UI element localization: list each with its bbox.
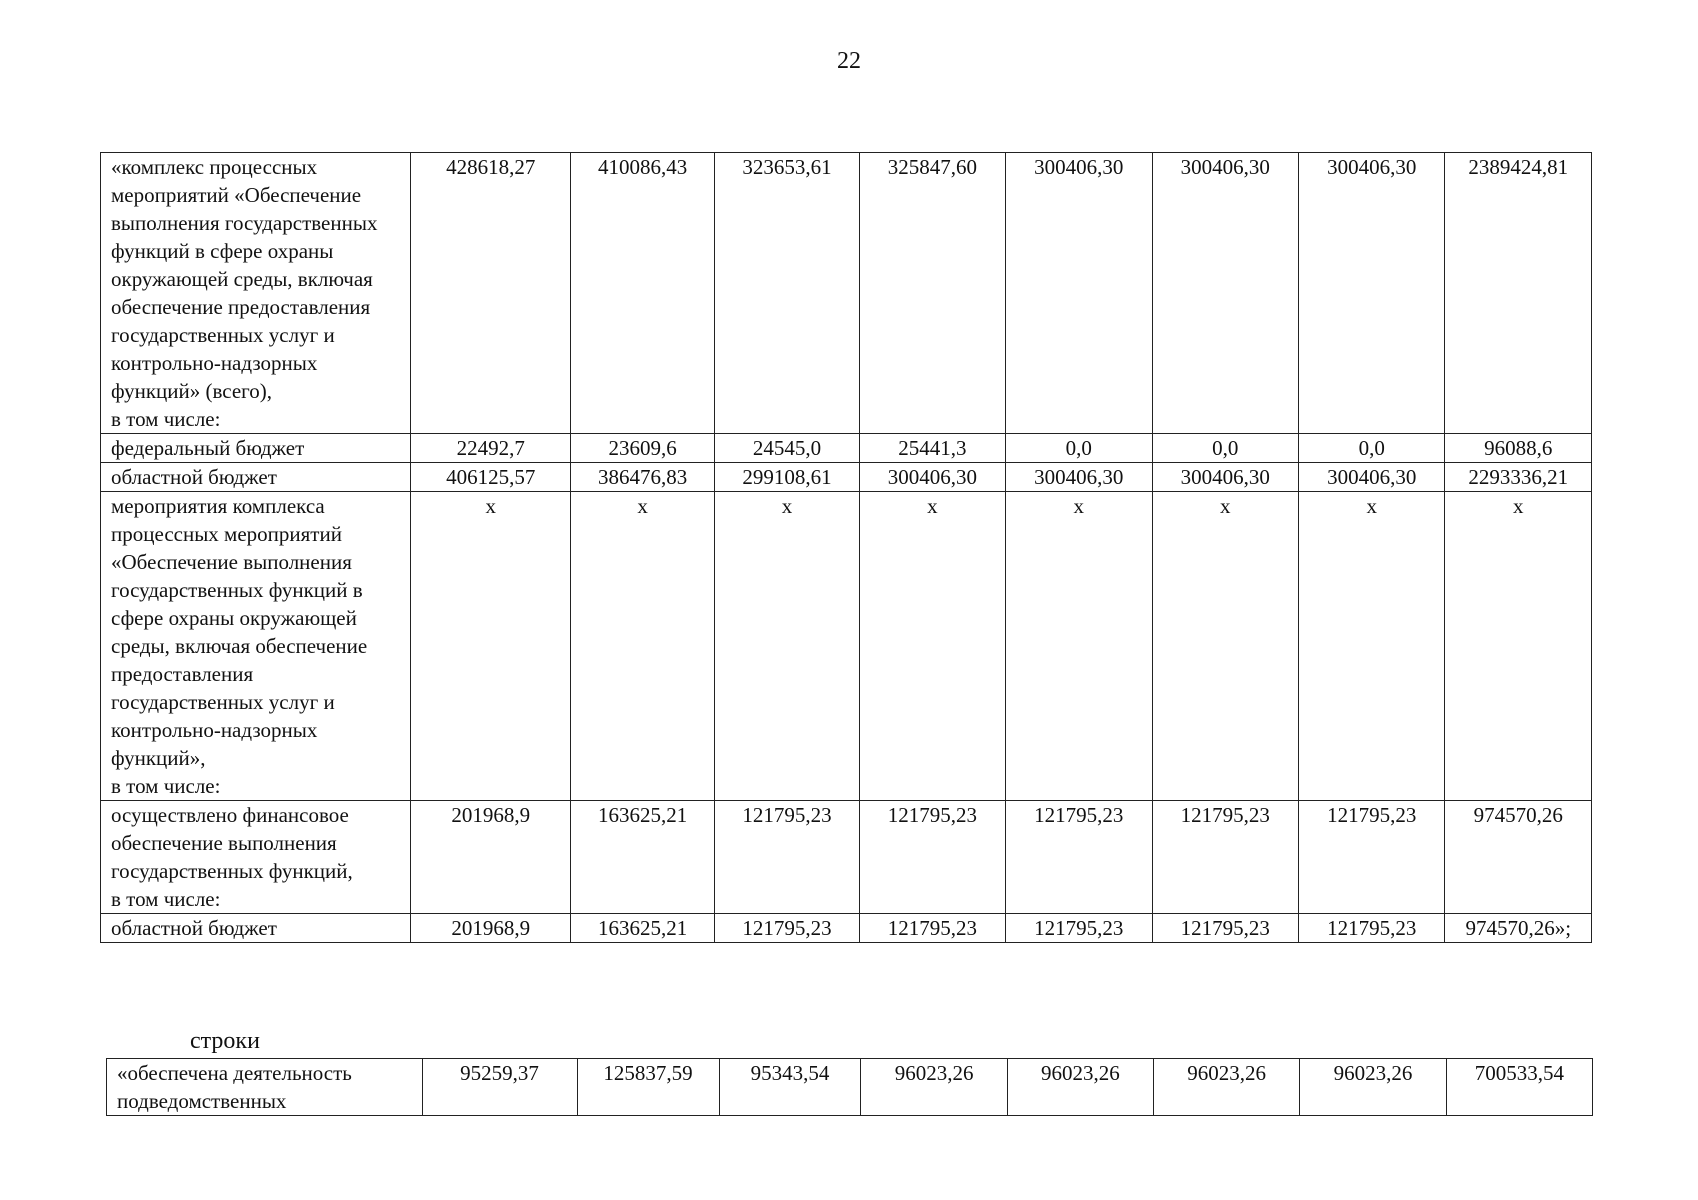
table-row (101, 463, 1592, 492)
value-cell: 24545,0 (715, 434, 859, 463)
row-label: «обеспечена деятельность подведомственных (107, 1059, 423, 1116)
page-number: 22 (837, 48, 861, 74)
value-cell: 300406,30 (1152, 463, 1298, 492)
value-cell: 386476,83 (571, 463, 715, 492)
value-cell: 121795,23 (1152, 801, 1298, 914)
value-cell: 96023,26 (1300, 1059, 1446, 1116)
row-label: федеральный бюджет (101, 434, 411, 463)
value-cell: 300406,30 (1299, 463, 1445, 492)
value-cell: 121795,23 (1006, 914, 1152, 943)
value-cell: 974570,26»; (1445, 914, 1592, 943)
value-cell: 163625,21 (571, 801, 715, 914)
value-cell: 121795,23 (1299, 801, 1445, 914)
value-cell: x (1152, 492, 1298, 801)
value-cell: 0,0 (1152, 434, 1298, 463)
value-cell: 300406,30 (1006, 153, 1152, 434)
row-label: «комплекс процессных мероприятий «Обеспечение выполнения государственных функций в сфере охраны окружающей среды, включая обеспечение предоставления государственных услуг и контрольно-надзорных функций» (всего), в том числе: (101, 153, 411, 434)
value-cell: 300406,30 (1006, 463, 1152, 492)
table-row (107, 1059, 1593, 1116)
value-cell: x (1445, 492, 1592, 801)
row-label: областной бюджет (101, 914, 411, 943)
value-cell: 428618,27 (411, 153, 571, 434)
value-cell: 121795,23 (715, 914, 859, 943)
table-row (101, 801, 1592, 914)
value-cell: 700533,54 (1446, 1059, 1592, 1116)
value-cell: 121795,23 (1299, 914, 1445, 943)
value-cell: x (411, 492, 571, 801)
value-cell: 406125,57 (411, 463, 571, 492)
value-cell: 95259,37 (422, 1059, 577, 1116)
value-cell: 2293336,21 (1445, 463, 1592, 492)
value-cell: 410086,43 (571, 153, 715, 434)
value-cell: 96088,6 (1445, 434, 1592, 463)
value-cell: 300406,30 (1152, 153, 1298, 434)
value-cell: 300406,30 (859, 463, 1005, 492)
value-cell: 22492,7 (411, 434, 571, 463)
value-cell: 121795,23 (1006, 801, 1152, 914)
value-cell: x (571, 492, 715, 801)
value-cell: 23609,6 (571, 434, 715, 463)
value-cell: x (1299, 492, 1445, 801)
value-cell: x (715, 492, 859, 801)
value-cell: 121795,23 (1152, 914, 1298, 943)
value-cell: 325847,60 (859, 153, 1005, 434)
value-cell: 974570,26 (1445, 801, 1592, 914)
value-cell: 163625,21 (571, 914, 715, 943)
value-cell: 121795,23 (859, 914, 1005, 943)
value-cell: 25441,3 (859, 434, 1005, 463)
value-cell: 121795,23 (715, 801, 859, 914)
value-cell: 96023,26 (1007, 1059, 1153, 1116)
value-cell: 2389424,81 (1445, 153, 1592, 434)
value-cell: 125837,59 (577, 1059, 719, 1116)
value-cell: 95343,54 (719, 1059, 861, 1116)
value-cell: x (1006, 492, 1152, 801)
value-cell: x (859, 492, 1005, 801)
value-cell: 0,0 (1299, 434, 1445, 463)
row-label: мероприятия комплекса процессных мероприятий «Обеспечение выполнения государственных функций в сфере охраны окружающей среды, включая обеспечение предоставления государственных услуг и контрольно-надзорных функций», в том числе: (101, 492, 411, 801)
continuation-table (106, 1058, 1593, 1116)
value-cell: 300406,30 (1299, 153, 1445, 434)
value-cell: 201968,9 (411, 801, 571, 914)
value-cell: 96023,26 (861, 1059, 1007, 1116)
value-cell: 299108,61 (715, 463, 859, 492)
row-label: осуществлено финансовое обеспечение выполнения государственных функций, в том числе: (101, 801, 411, 914)
value-cell: 0,0 (1006, 434, 1152, 463)
value-cell: 96023,26 (1154, 1059, 1300, 1116)
table-row (101, 153, 1592, 434)
table-row (101, 434, 1592, 463)
table-row (101, 492, 1592, 801)
section-word: строки (190, 1028, 260, 1054)
row-label: областной бюджет (101, 463, 411, 492)
budget-table (100, 152, 1592, 943)
table-row (101, 914, 1592, 943)
value-cell: 323653,61 (715, 153, 859, 434)
value-cell: 121795,23 (859, 801, 1005, 914)
value-cell: 201968,9 (411, 914, 571, 943)
